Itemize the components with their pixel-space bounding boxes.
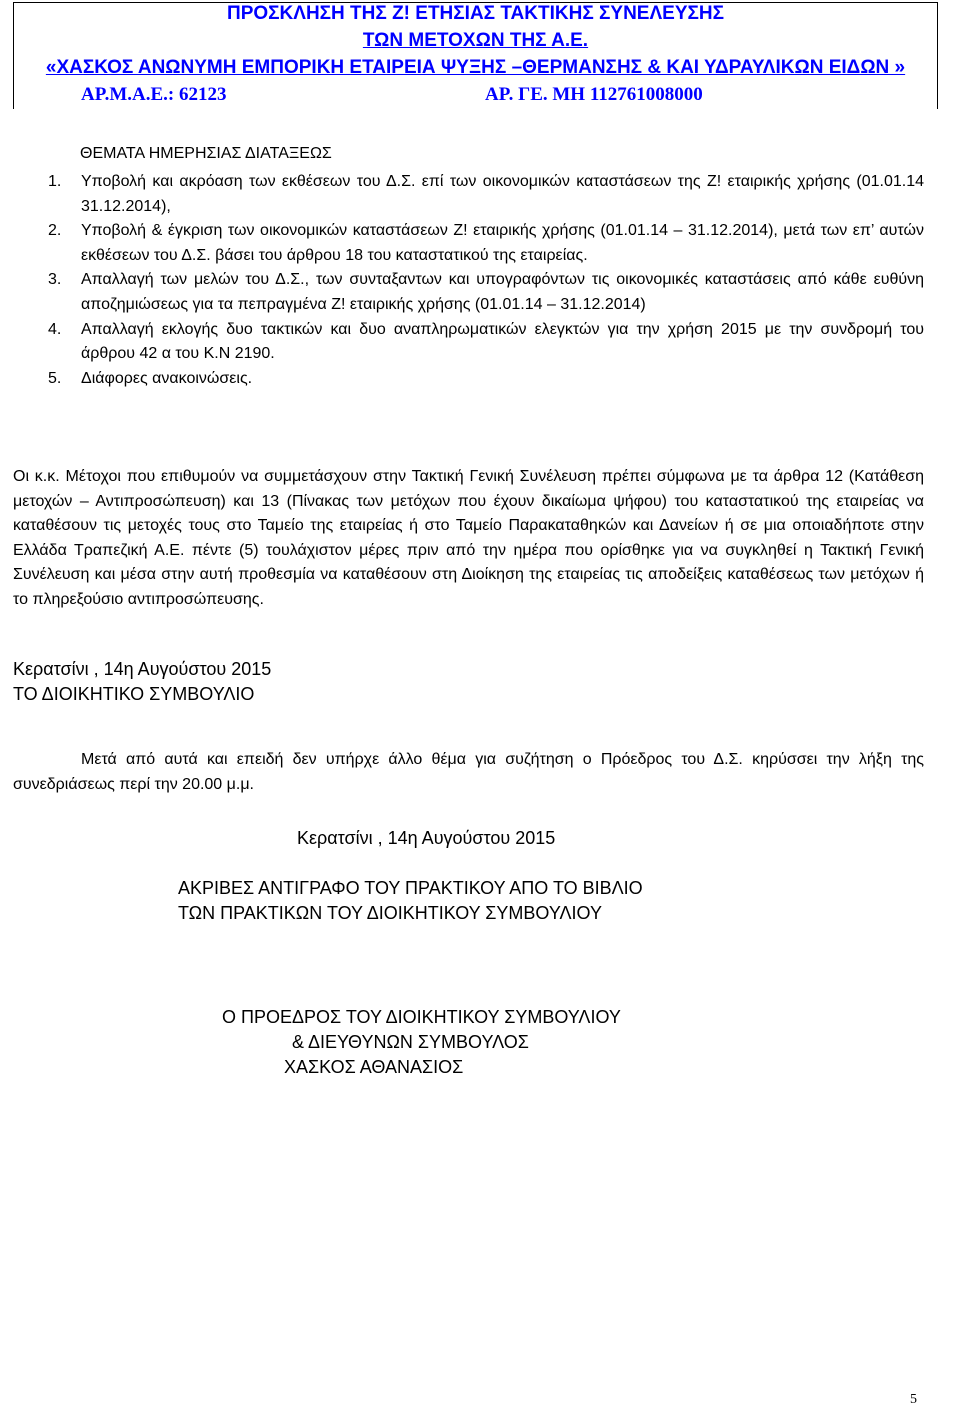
signature-title-2: & ΔΙΕΥΘΥΝΩΝ ΣΥΜΒΟΥΛΟΣ xyxy=(292,1032,529,1052)
agenda-item-text: Απαλλαγή εκλογής δυο τακτικών και δυο αναπληρωματικών ελεγκτών για την χρήση 2015 με την συνδρομή του άρθρου 42 α του Κ.Ν 2190. xyxy=(81,320,924,363)
agenda-item xyxy=(48,367,924,392)
header-registry-numbers xyxy=(13,81,938,108)
chairman-signature-block xyxy=(222,1005,822,1080)
agenda-item-number: 5. xyxy=(48,369,62,387)
signature-title-1: Ο ΠΡΟΕΔΡΟΣ ΤΟΥ ΔΙΟΙΚΗΤΙΚΟΥ ΣΥΜΒΟΥΛΙΟΥ xyxy=(222,1007,621,1027)
agenda-item-number: 3. xyxy=(48,271,62,289)
agenda-item xyxy=(48,268,924,317)
agenda-item-text: Απαλλαγή των μελών του Δ.Σ., των συνταξαντων και υπογραφόντων τις οικονομικές καταστάσεις από κάθε ευθύνη αποζημιώσεως για τα πεπραγμένα Ζ! εταιρικής χρήσης (01.01.14 – 31.12.2014) xyxy=(81,271,924,313)
invitation-date: Κερατσίνι , 14η Αυγούστου 2015 xyxy=(13,659,272,679)
registry-number-ame: ΑΡ.Μ.Α.Ε.: 62123 xyxy=(81,84,227,105)
invitation-header xyxy=(13,0,938,112)
agenda-item xyxy=(48,318,924,367)
agenda-item-number: 1. xyxy=(48,173,62,190)
signatory-name: ΧΑΣΚΟΣ ΑΘΑΝΑΣΙΟΣ xyxy=(284,1057,464,1077)
header-shareholders: ΤΩΝ ΜΕΤΟΧΩΝ ΤΗΣ Α.Ε. xyxy=(362,30,589,51)
certified-copy-statement xyxy=(178,876,778,926)
certified-copy-line-1: ΑΚΡΙΒΕΣ ΑΝΤΙΓΡΑΦΟ ΤΟΥ ΠΡΑΚΤΙΚΟΥ ΑΠΟ ΤΟ ΒΙΒΛΙΟ xyxy=(178,878,643,898)
agenda-item xyxy=(48,219,924,268)
page-number: 5 xyxy=(910,1392,917,1407)
certified-copy-line-2: ΤΩΝ ΠΡΑΚΤΙΚΩΝ ΤΟΥ ΔΙΟΙΚΗΤΙΚΟΥ ΣΥΜΒΟΥΛΙΟΥ xyxy=(178,903,602,923)
agenda-item-number: 2. xyxy=(48,222,62,240)
board-signature-line: ΤΟ ΔΙΟΙΚΗΤΙΚΟ ΣΥΜΒΟΥΛΙΟ xyxy=(13,684,255,704)
agenda-list xyxy=(48,170,924,391)
agenda-item-number: 4. xyxy=(48,320,62,338)
meeting-closing-text: Μετά από αυτά και επειδή δεν υπήρχε άλλο θέμα για συζήτηση ο Πρόεδρος του Δ.Σ. κηρύσσει την λήξη της συνεδριάσεως περί την 20.00 μ.μ. xyxy=(13,751,924,793)
header-company-name: «ΧΑΣΚΟΣ ΑΝΩΝΥΜΗ ΕΜΠΟΡΙΚΗ ΕΤΑΙΡΕΙΑ ΨΥΞΗΣ –ΘΕΡΜΑΝΣΗΣ & ΚΑΙ ΥΔΡΑΥΛΙΚΩΝ ΕΙΔΩΝ » xyxy=(45,57,906,78)
minutes-date: Κερατσίνι , 14η Αυγούστου 2015 xyxy=(297,828,556,848)
agenda-item-text: Υποβολή & έγκριση των οικονομικών καταστάσεων Ζ! εταιρικής χρήσης (01.01.14 – 31.12.2014), μετά των επ’ αυτών εκθέσεων του Δ.Σ. βάσει του άρθρου 18 του καταστατικού της εταιρείας. xyxy=(81,222,924,264)
agenda-item-text: Διάφορες ανακοινώσεις. xyxy=(81,369,253,387)
registry-number-gemi: ΑΡ. ΓΕ. ΜΗ 112761008000 xyxy=(485,84,703,105)
agenda-item xyxy=(48,170,924,219)
header-title: ΠΡΟΣΚΛΗΣΗ ΤΗΣ Ζ! ΕΤΗΣΙΑΣ ΤΑΚΤΙΚΗΣ ΣΥΝΕΛΕΥΣΗΣ xyxy=(226,3,725,24)
shareholder-notice: Οι κ.κ. Μέτοχοι που επιθυμούν να συμμετάσχουν στην Τακτική Γενική Συνέλευση πρέπει σύμφωνα με τα άρθρα 12 (Κατάθεση μετοχών – Αντιπροσώπευση) και 13 (Πίνακας των μετόχων που έχουν δικαίωμα ψήφου) του καταστατικού της εταιρείας να καταθέσουν τις μετοχές τους στο Ταμείο της εταιρείας ή στο Ταμείο Παρακαταθηκών και Δανείων ή σε μια οποιαδήποτε στην Ελλάδα Τραπεζική Α.Ε. πέντε (5) τουλάχιστον μέρες πριν από την ημέρα που ορίσθηκε για να συγκληθεί η Τακτική Γενική Συνέλευση και μέσα στην αυτή προθεσμία να καταθέσουν στη Διοίκηση της εταιρείας τις αποδείξεις καταθέσεως των μετόχων ή το πληρεξούσιο αντιπροσώπευσης. xyxy=(13,468,924,608)
agenda-item-text: Υποβολή και ακρόαση των εκθέσεων του Δ.Σ. επί των οικονομικών καταστάσεων της Ζ! εταιρικής χρήσης (01.01.14 31.12.2014), xyxy=(81,173,924,215)
agenda-title: ΘΕΜΑΤΑ ΗΜΕΡΗΣΙΑΣ ΔΙΑΤΑΞΕΩΣ xyxy=(80,145,332,162)
